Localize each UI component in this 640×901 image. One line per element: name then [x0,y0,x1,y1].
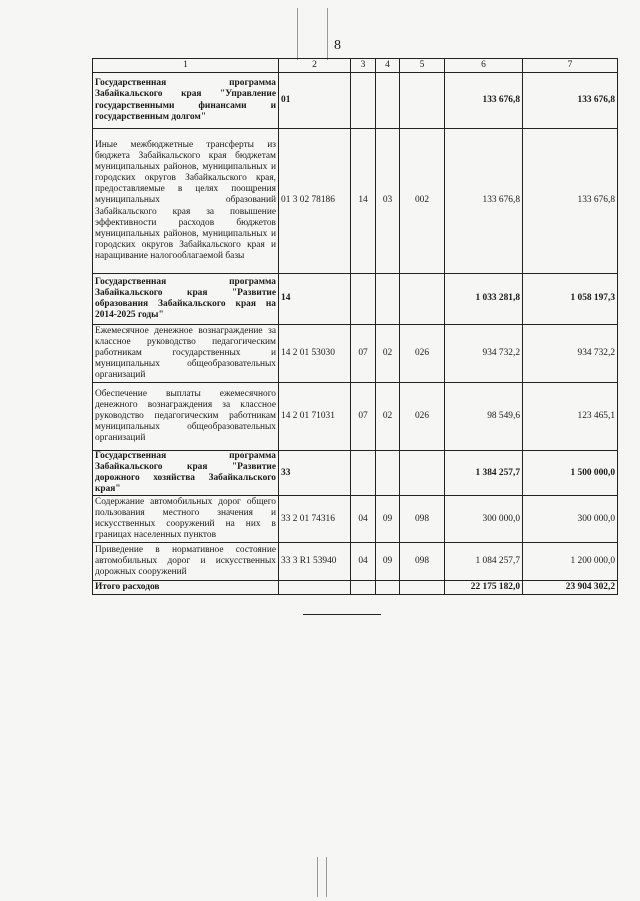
header-row [93,59,618,73]
column-header: 4 [376,59,400,73]
table-row [93,129,618,274]
scan-edge-line [317,857,318,897]
row-amount-1: 133 676,8 [445,129,523,274]
column-header: 3 [351,59,376,73]
row-amount-1: 133 676,8 [445,73,523,129]
scan-edge-line [297,8,298,60]
table-row [93,73,618,129]
row-subsection: 09 [376,543,400,581]
scan-edge-line [327,8,328,60]
row-amount-1: 98 549,6 [445,383,523,451]
row-name: Обеспечение выплаты ежемесячного денежного вознаграждения за классное руководство педагогическим работникам муниципальных общеобразовательных организаций [93,383,279,451]
column-header: 2 [279,59,351,73]
row-amount-2: 934 732,2 [523,325,618,383]
row-name: Содержание автомобильных дорог общего пользования местного значения и искусственных сооружений на них в границах населенных пунктов [93,496,279,543]
table-row [93,451,618,496]
row-code: 33 3 R1 53940 [279,543,351,581]
row-subsection: 09 [376,496,400,543]
row-section: 14 [351,129,376,274]
total-amount-2: 23 904 302,2 [523,581,618,595]
row-section: 07 [351,325,376,383]
total-row [93,581,618,595]
row-amount-2: 1 058 197,3 [523,274,618,325]
total-label: Итого расходов [93,581,279,595]
page-number: 8 [334,38,341,53]
row-section: 04 [351,496,376,543]
row-name: Иные межбюджетные трансферты из бюджета Забайкальского края бюджетам муниципальных районов, муниципальных и городских округов Забайкальского края, предоставляемые в целях поощрения муниципальных образований Забайкальского края за повышение эффективности расходов бюджетов муниципальных районов, муниципальных и городских округов Забайкальского края и наращивание налогооблагаемой базы [93,129,279,274]
column-header: 5 [400,59,445,73]
row-amount-2: 300 000,0 [523,496,618,543]
column-header: 7 [523,59,618,73]
row-subsection: 02 [376,325,400,383]
bottom-rule [303,614,381,615]
row-amount-1: 1 084 257,7 [445,543,523,581]
row-subsection: 03 [376,129,400,274]
row-expense-type: 098 [400,543,445,581]
row-code: 14 2 01 53030 [279,325,351,383]
row-amount-1: 934 732,2 [445,325,523,383]
row-code: 33 2 01 74316 [279,496,351,543]
row-name: Приведение в нормативное состояние автомобильных дорог и искусственных дорожных сооружений [93,543,279,581]
column-header: 6 [445,59,523,73]
row-section: 07 [351,383,376,451]
row-code: 14 2 01 71031 [279,383,351,451]
row-amount-2: 133 676,8 [523,73,618,129]
table-row [93,496,618,543]
row-subsection: 02 [376,383,400,451]
row-section [351,73,376,129]
budget-table [92,58,618,595]
row-amount-2: 123 465,1 [523,383,618,451]
row-name: Государственная программа Забайкальского края "Развитие дорожного хозяйства Забайкальского края" [93,451,279,496]
row-amount-2: 1 200 000,0 [523,543,618,581]
row-code: 01 [279,73,351,129]
row-expense-type [400,73,445,129]
row-code: 14 [279,274,351,325]
row-expense-type: 098 [400,496,445,543]
table-row [93,325,618,383]
row-amount-1: 1 384 257,7 [445,451,523,496]
row-expense-type: 026 [400,383,445,451]
row-name: Государственная программа Забайкальского края "Развитие образования Забайкальского края на 2014-2025 годы" [93,274,279,325]
row-expense-type: 002 [400,129,445,274]
row-expense-type: 026 [400,325,445,383]
row-section: 04 [351,543,376,581]
row-amount-1: 300 000,0 [445,496,523,543]
table-row [93,274,618,325]
scan-edge-line [326,857,327,897]
row-amount-2: 133 676,8 [523,129,618,274]
total-amount-1: 22 175 182,0 [445,581,523,595]
column-header: 1 [93,59,279,73]
row-subsection [376,451,400,496]
row-section [351,451,376,496]
table-row [93,543,618,581]
row-subsection [376,274,400,325]
row-name: Государственная программа Забайкальского края "Управление государственными финансами и государственным долгом" [93,73,279,129]
row-amount-2: 1 500 000,0 [523,451,618,496]
row-code: 01 3 02 78186 [279,129,351,274]
row-expense-type [400,451,445,496]
row-code: 33 [279,451,351,496]
row-section [351,274,376,325]
row-expense-type [400,274,445,325]
row-subsection [376,73,400,129]
row-name: Ежемесячное денежное вознаграждение за классное руководство педагогическим работникам государственных и муниципальных общеобразовательных организаций [93,325,279,383]
row-amount-1: 1 033 281,8 [445,274,523,325]
table-row [93,383,618,451]
